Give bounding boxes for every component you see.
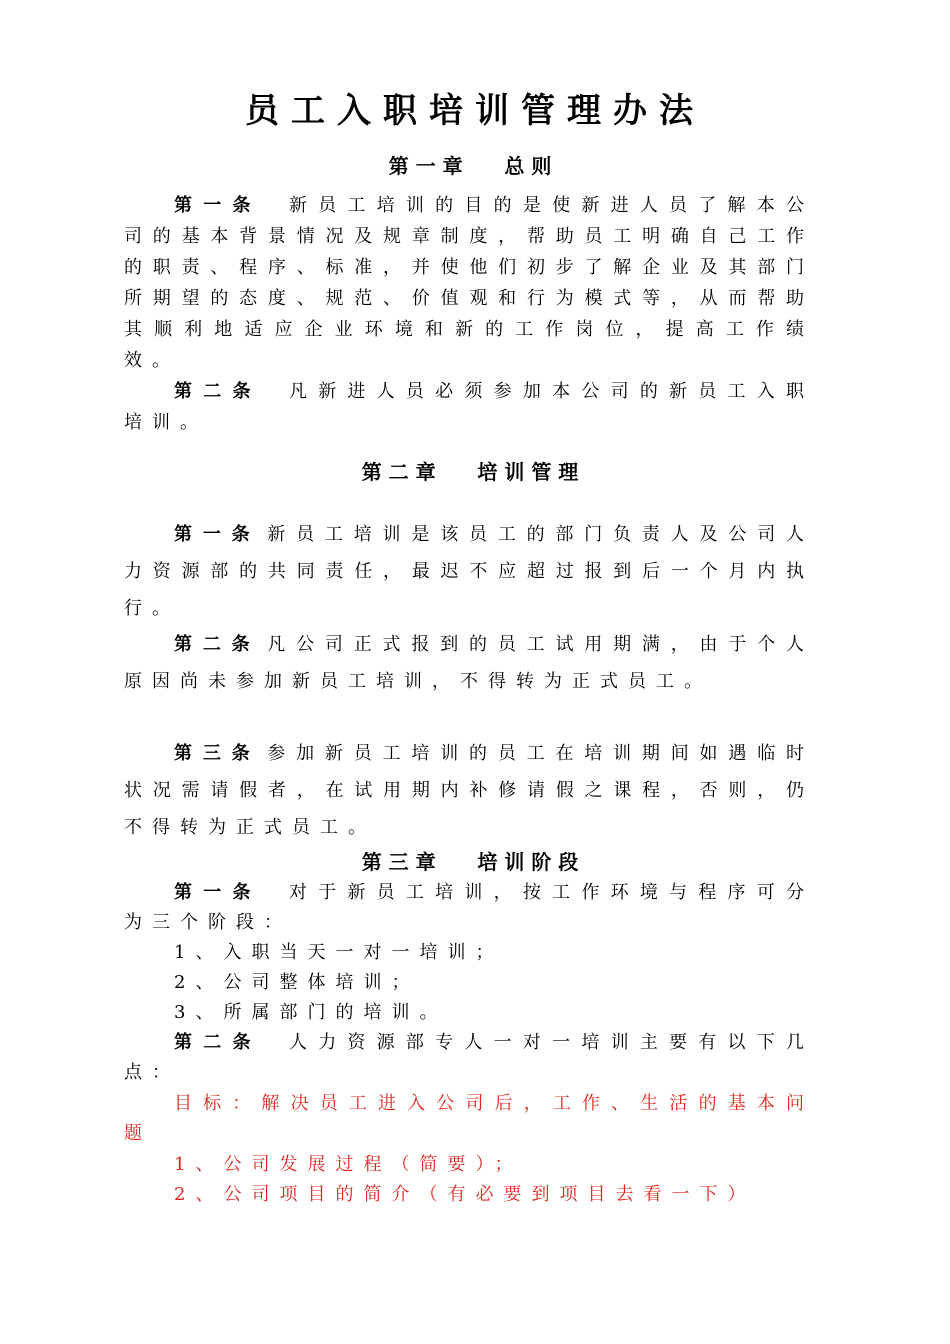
article-label: 第三条 xyxy=(174,743,261,764)
article-label: 第二条 xyxy=(174,381,262,402)
chapter-2-article-2 xyxy=(124,626,814,700)
chapter-3-article-2 xyxy=(124,1028,814,1088)
article-text: 新员工培训的目的是使新进人员了解本公司的基本背景情况及规章制度，帮助员工明确自己工作的职责、程序、标准，并使他们初步了解企业及其部门所期望的态度、规范、价值观和行为模式等，从而帮助其顺利地适应企业环境和新的工作岗位，提高工作绩效。 xyxy=(124,195,815,371)
chapter-2-article-1 xyxy=(124,516,814,627)
article-text: 人力资源部专人一对一培训主要有以下几点： xyxy=(124,1032,815,1083)
chapter-1-article-2 xyxy=(124,376,814,438)
goal-item-2: 2、公司项目的简介（有必要到项目去看一下） xyxy=(174,1184,756,1205)
article-label: 第二条 xyxy=(174,634,261,655)
article-text: 对于新员工培训，按工作环境与程序可分为三个阶段： xyxy=(124,882,815,933)
chapter-1-article-1 xyxy=(124,190,814,376)
article-text: 凡新进人员必须参加本公司的新员工入职培训。 xyxy=(124,381,815,433)
stage-item-3: 3、所属部门的培训。 xyxy=(174,1002,448,1023)
goal-statement: 目标：解决员工进入公司后，工作、生活的基本问题 xyxy=(124,1093,814,1144)
chapter-2-article-3 xyxy=(124,735,814,846)
article-label: 第一条 xyxy=(174,195,262,216)
chapter-2-heading: 第 二 章 培 训 管 理 xyxy=(361,460,579,484)
article-label: 第二条 xyxy=(174,1032,262,1053)
stage-item-2: 2、公司整体培训； xyxy=(174,972,420,993)
stage-item-1: 1、入职当天一对一培训； xyxy=(174,942,504,963)
chapter-1-heading: 第 一 章 总 则 xyxy=(388,154,552,178)
article-text: 参加新员工培训的员工在培训期间如遇临时状况需请假者，在试用期内补修请假之课程，否则，仍不得转为正式员工。 xyxy=(124,743,815,838)
article-text: 新员工培训是该员工的部门负责人及公司人力资源部的共同责任，最迟不应超过报到后一个月内执行。 xyxy=(124,524,815,619)
article-label: 第一条 xyxy=(174,882,262,903)
chapter-3-heading: 第 三 章 培 训 阶 段 xyxy=(361,850,579,874)
chapter-3-article-1 xyxy=(124,878,814,938)
article-text: 凡公司正式报到的员工试用期满，由于个人原因尚未参加新员工培训，不得转为正式员工。 xyxy=(124,634,815,692)
goal-item-1: 1、公司发展过程（简要）； xyxy=(174,1154,523,1175)
article-label: 第一条 xyxy=(174,524,261,545)
document-title: 员工入职培训管理办法 xyxy=(245,91,705,131)
